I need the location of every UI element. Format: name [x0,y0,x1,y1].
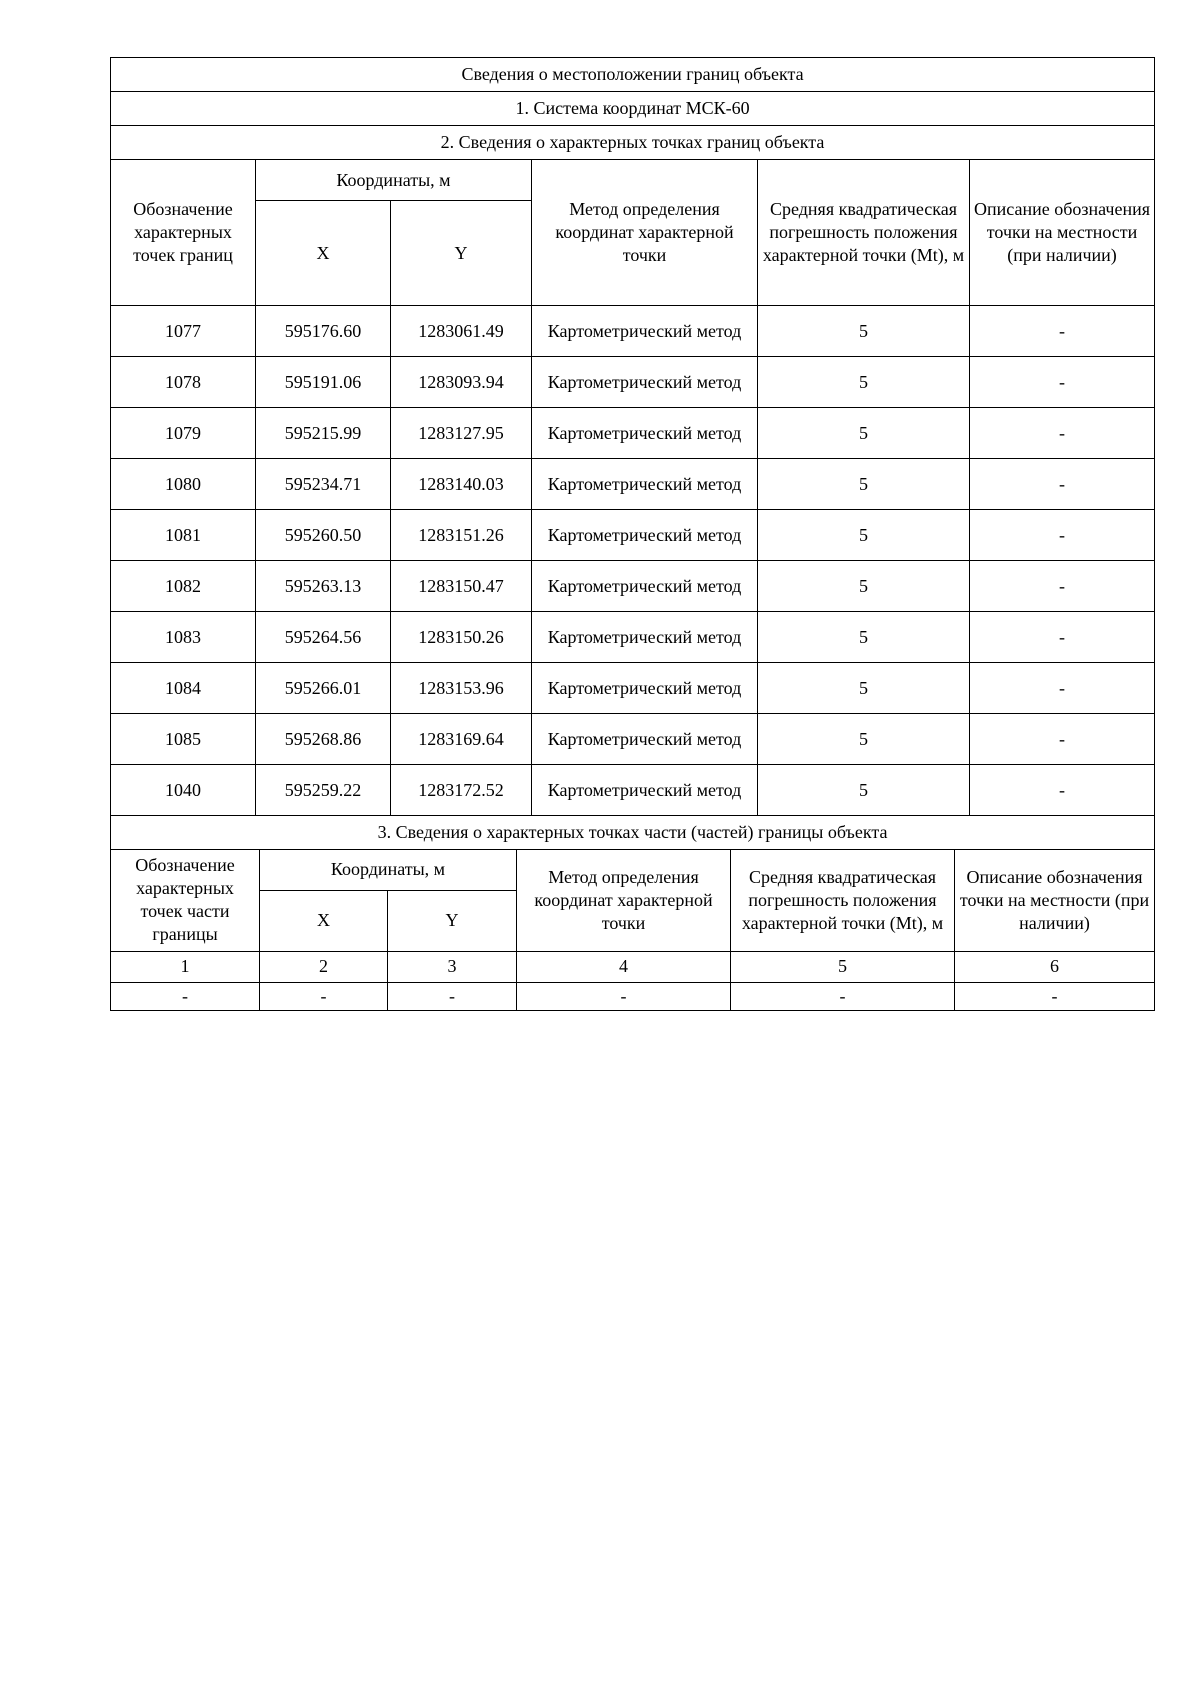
point-description-cell: - [970,459,1155,510]
point-id-cell: 1080 [111,459,256,510]
column-number-3: 3 [388,951,517,982]
point-description-cell: - [970,408,1155,459]
section2-table [110,57,1155,816]
y-coordinate-cell: 1283140.03 [391,459,532,510]
y-coordinate-cell: 1283172.52 [391,765,532,816]
column-number-2: 2 [260,951,388,982]
table-row [111,612,1155,663]
method-cell: Картометрический метод [532,714,758,765]
x-coordinate-cell: 595215.99 [256,408,391,459]
x-coordinate-cell: 595268.86 [256,714,391,765]
table-row [111,459,1155,510]
x-coordinate-cell: 595266.01 [256,663,391,714]
header-description: Описание обозначения точки на местности (при наличии) [970,160,1155,306]
table-row [111,408,1155,459]
method-cell: Картометрический метод [532,408,758,459]
method-cell: Картометрический метод [532,765,758,816]
mean-error-cell: 5 [758,408,970,459]
section3-cell: - [955,982,1155,1010]
section3-cell: - [731,982,955,1010]
header3-point: Обозначение характерных точек части границы [111,849,260,951]
mean-error-cell: 5 [758,357,970,408]
y-coordinate-cell: 1283169.64 [391,714,532,765]
point-description-cell: - [970,612,1155,663]
x-coordinate-cell: 595259.22 [256,765,391,816]
point-description-cell: - [970,357,1155,408]
mean-error-cell: 5 [758,612,970,663]
header-method: Метод определения координат характерной точки [532,160,758,306]
header-y: Y [391,201,532,306]
mean-error-cell: 5 [758,561,970,612]
mean-error-cell: 5 [758,510,970,561]
boundary-info-document [110,57,1154,1011]
points-table-body [111,306,1155,816]
method-cell: Картометрический метод [532,357,758,408]
column-number-1: 1 [111,951,260,982]
header-point: Обозначение характерных точек границ [111,160,256,306]
table-row [111,510,1155,561]
section2-title: 2. Сведения о характерных точках границ объекта [111,126,1155,160]
mean-error-cell: 5 [758,765,970,816]
point-id-cell: 1084 [111,663,256,714]
point-id-cell: 1077 [111,306,256,357]
column-number-6: 6 [955,951,1155,982]
section3-cell: - [260,982,388,1010]
point-description-cell: - [970,510,1155,561]
y-coordinate-cell: 1283061.49 [391,306,532,357]
header-error: Средняя квадратическая погрешность положения характерной точки (Mt), м [758,160,970,306]
table-row [111,561,1155,612]
point-id-cell: 1085 [111,714,256,765]
document-title: Сведения о местоположении границ объекта [111,58,1155,92]
method-cell: Картометрический метод [532,306,758,357]
table-row [111,357,1155,408]
point-id-cell: 1083 [111,612,256,663]
y-coordinate-cell: 1283127.95 [391,408,532,459]
table-row [111,663,1155,714]
header3-y: Y [388,890,517,951]
table-row [111,765,1155,816]
y-coordinate-cell: 1283153.96 [391,663,532,714]
point-description-cell: - [970,714,1155,765]
column-number-4: 4 [517,951,731,982]
mean-error-cell: 5 [758,459,970,510]
point-description-cell: - [970,306,1155,357]
mean-error-cell: 5 [758,663,970,714]
table-row [111,982,1155,1010]
point-description-cell: - [970,765,1155,816]
x-coordinate-cell: 595176.60 [256,306,391,357]
method-cell: Картометрический метод [532,561,758,612]
section3-cell: - [517,982,731,1010]
section3-table-body [111,982,1155,1010]
header3-method: Метод определения координат характерной точки [517,849,731,951]
mean-error-cell: 5 [758,714,970,765]
point-id-cell: 1079 [111,408,256,459]
header3-description: Описание обозначения точки на местности (при наличии) [955,849,1155,951]
table-row [111,714,1155,765]
point-id-cell: 1078 [111,357,256,408]
point-id-cell: 1081 [111,510,256,561]
y-coordinate-cell: 1283150.26 [391,612,532,663]
x-coordinate-cell: 595264.56 [256,612,391,663]
header3-coordinates: Координаты, м [260,849,517,890]
y-coordinate-cell: 1283150.47 [391,561,532,612]
x-coordinate-cell: 595260.50 [256,510,391,561]
section3-cell: - [388,982,517,1010]
section3-title: 3. Сведения о характерных точках части (частей) границы объекта [111,815,1155,849]
method-cell: Картометрический метод [532,510,758,561]
point-description-cell: - [970,561,1155,612]
method-cell: Картометрический метод [532,459,758,510]
x-coordinate-cell: 595263.13 [256,561,391,612]
point-description-cell: - [970,663,1155,714]
column-number-5: 5 [731,951,955,982]
coord-system-title: 1. Система координат МСК-60 [111,92,1155,126]
point-id-cell: 1082 [111,561,256,612]
y-coordinate-cell: 1283151.26 [391,510,532,561]
header3-x: X [260,890,388,951]
mean-error-cell: 5 [758,306,970,357]
point-id-cell: 1040 [111,765,256,816]
header3-error: Средняя квадратическая погрешность положения характерной точки (Mt), м [731,849,955,951]
table-row [111,306,1155,357]
header-x: X [256,201,391,306]
method-cell: Картометрический метод [532,663,758,714]
section3-cell: - [111,982,260,1010]
x-coordinate-cell: 595191.06 [256,357,391,408]
x-coordinate-cell: 595234.71 [256,459,391,510]
section3-table [110,815,1155,1011]
header-coordinates: Координаты, м [256,160,532,201]
y-coordinate-cell: 1283093.94 [391,357,532,408]
method-cell: Картометрический метод [532,612,758,663]
